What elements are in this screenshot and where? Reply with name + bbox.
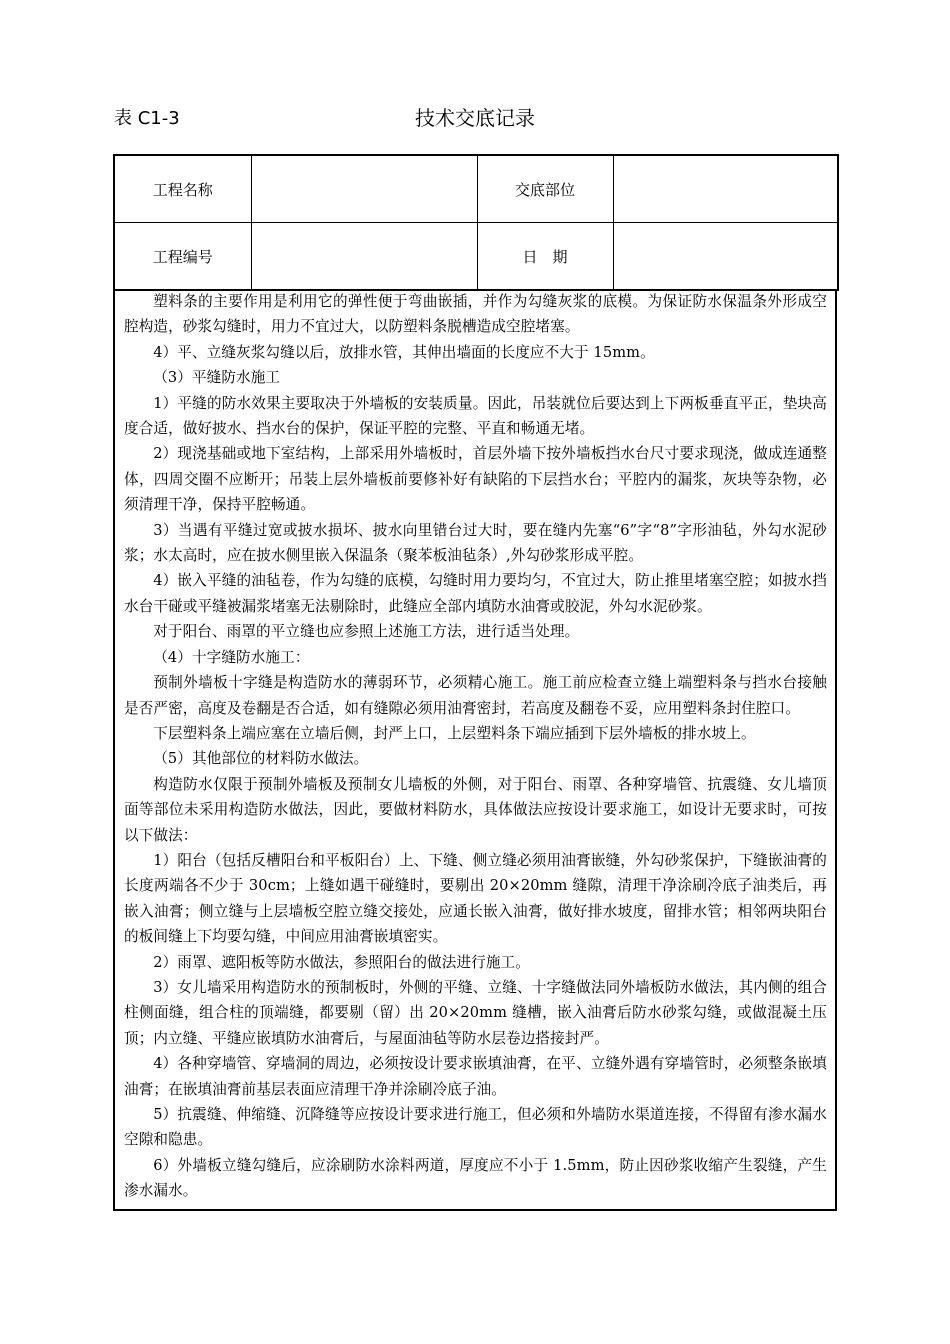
paragraph: 1）阳台（包括反槽阳台和平板阳台）上、下缝、侧立缝必须用油膏嵌缝，外勾砂浆保护，下缝嵌油膏的长度两端各不少于 30cm；上缝如遇干碰缝时，要剔出 20×20mm 缝隙，清理干净涂刷冷底子油类后，再嵌入油膏；侧立缝与上层墙板空腔立缝交接处，应通长嵌入油膏，做好排水坡度，留排水管；相邻两块阳台的板间缝上下均要勾缝，中间应用油膏嵌填密实。	[124, 851, 827, 946]
paragraph: 对于阳台、雨罩的平立缝也应参照上述施工方法，进行适当处理。	[153, 623, 580, 641]
form-row-2	[114, 223, 838, 291]
paragraph: 4）平、立缝灰浆勾缝以后，放排水管，其伸出墙面的长度应不大于 15mm。	[153, 343, 655, 361]
paragraph: 4）各种穿墙管、穿墙洞的周边，必须按设计要求嵌填油膏，在平、立缝外遇有穿墙管时，必须整条嵌填油膏；在嵌填油膏前基层表面应清理干净并涂刷冷底子油。	[124, 1055, 827, 1098]
project-number-label: 工程编号	[114, 223, 251, 291]
paragraph: 3）女儿墙采用构造防水的预制板时，外侧的平缝、立缝、十字缝做法同外墙板防水做法，其内侧的组合柱侧面缝，组合柱的顶端缝，都要剔（留）出 20×20mm 缝槽，嵌入油膏后防水砂浆勾缝，或做混凝土压顶；内立缝、平缝应嵌填防水油膏后，与屋面油毡等防水层卷边搭接封严。	[124, 978, 827, 1047]
location-field[interactable]	[613, 155, 838, 223]
date-field[interactable]	[613, 223, 838, 291]
section-heading: （3）平缝防水施工	[153, 369, 281, 387]
date-label: 日 期	[477, 223, 613, 291]
form-row-1	[114, 155, 838, 223]
paragraph: 5）抗震缝、伸缩缝、沉降缝等应按设计要求进行施工，但必须和外墙防水渠道连接，不得留有渗水漏水空隙和隐患。	[124, 1106, 827, 1149]
paragraph: 4）嵌入平缝的油毡卷，作为勾缝的底模，勾缝时用力要均匀，不宜过大，防止推里堵塞空腔；如披水挡水台干碰或平缝被漏浆堵塞无法剔除时，此缝应全部内填防水油膏或胶泥，外勾水泥砂浆。	[124, 572, 827, 615]
project-name-field[interactable]	[251, 155, 477, 223]
form-code: 表 C1-3	[114, 108, 180, 129]
paragraph: 6）外墙板立缝勾缝后，应涂刷防水涂料两道，厚度应不小于 1.5mm，防止因砂浆收缩产生裂缝，产生渗水漏水。	[124, 1156, 827, 1200]
paragraph: 下层塑料条上端应塞在立墙后侧，封严上口，上层塑料条下端应插到下层外墙板的排水坡上。	[153, 724, 756, 742]
project-name-label: 工程名称	[114, 155, 251, 223]
paragraph: 2）现浇基础或地下室结构，上部采用外墙板时，首层外墙下按外墙板挡水台尺寸要求现浇，做成连通整体，四周交圈不应断开；吊装上层外墙板前要修补好有缺陷的下层挡水台；平腔内的漏浆，灰块等杂物，必须清理干净，保持平腔畅通。	[124, 445, 827, 514]
paragraph: 2）雨罩、遮阳板等防水做法，参照阳台的做法进行施工。	[153, 953, 530, 971]
location-label: 交底部位	[477, 155, 613, 223]
page-title: 技术交底记录	[415, 106, 535, 130]
project-number-field[interactable]	[251, 223, 477, 291]
section-heading: （5）其他部位的材料防水做法。	[153, 750, 369, 768]
paragraph: 1）平缝的防水效果主要取决于外墙板的安装质量。因此，吊装就位后要达到上下两板垂直平正，垫块高度合适，做好披水、挡水台的保护，保证平腔的完整、平直和畅通无堵。	[124, 394, 827, 438]
record-form-table	[113, 154, 839, 291]
paragraph: 构造防水仅限于预制外墙板及预制女儿墙板的外侧，对于阳台、雨罩、各种穿墙管、抗震缝、女儿墙顶面等部位未采用构造防水做法，因此，要做材料防水，具体做法应按设计要求施工，如设计无要求时，可按以下做法：	[124, 775, 827, 844]
paragraph: 3）当遇有平缝过宽或披水损坏、披水向里错台过大时，要在缝内先塞“6”字“8”字形油毡，外勾水泥砂浆；水太高时，应在披水侧里嵌入保温条（聚苯板油毡条）,外勾砂浆形成平腔。	[124, 521, 827, 565]
section-heading: （4）十字缝防水施工：	[153, 648, 310, 666]
paragraph: 预制外墙板十字缝是构造防水的薄弱环节，必须精心施工。施工前应检查立缝上端塑料条与挡水台接触是否严密，高度及卷翻是否合适，如有缝隙必须用油膏密封，若高度及翻卷不妥，应用塑料条封住腔口。	[124, 674, 827, 717]
disclosure-content	[113, 289, 837, 1211]
paragraph: 塑料条的主要作用是利用它的弹性便于弯曲嵌插，并作为勾缝灰浆的底模。为保证防水保温条外形成空腔构造，砂浆勾缝时，用力不宜过大，以防塑料条脱槽造成空腔堵塞。	[124, 293, 827, 336]
